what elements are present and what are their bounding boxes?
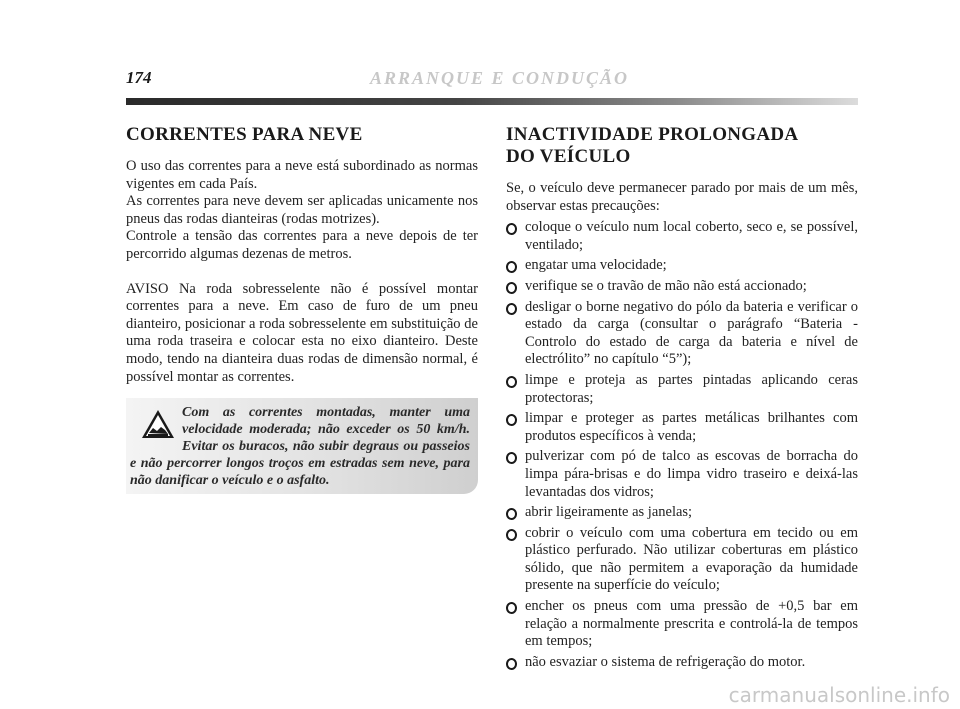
bullet-icon xyxy=(506,452,517,464)
title-line: INACTIVIDADE PROLONGADA xyxy=(506,124,799,145)
list-item: encher os pneus com uma pressão de +0,5 bar em relação a normalmente prescrita e controlá-la de tempos em tempos; xyxy=(506,598,858,651)
left-column xyxy=(126,124,478,386)
intro-paragraph: Se, o veículo deve permanecer parado por mais de um mês, observar estas precauções: xyxy=(506,180,858,214)
paragraph: Controle a tensão das correntes para a neve depois de ter percorrido algumas dezenas de metros. xyxy=(126,228,478,262)
notice-paragraph: AVISO Na roda sobresselente não é possível montar correntes para a neve. Em caso de furo de um pneu dianteiro, posicionar a roda sobresselente em substituição de uma roda traseira e colocar esta no eixo dianteiro. Deste modo, tendo na dianteira duas rodas de dimensão normal, é possível montar as correntes. xyxy=(126,280,478,385)
title-line: DO VEÍCULO xyxy=(506,146,631,167)
list-item: verifique se o travão de mão não está accionado; xyxy=(506,278,858,296)
bullet-icon xyxy=(506,376,517,388)
bullet-icon xyxy=(506,508,517,520)
paragraph: As correntes para neve devem ser aplicadas unicamente nos pneus das rodas dianteiras (rodas motrizes). xyxy=(126,193,478,227)
bullet-icon xyxy=(506,602,517,614)
section-title-snow-chains: CORRENTES PARA NEVE xyxy=(126,124,363,145)
warning-text: Com as correntes montadas, manter uma velocidade moderada; não exceder os 50 km/h. Evitar os buracos, não subir degraus ou passeios e não percorrer longos troços em estradas sem neve, para não danificar o veículo e o asfalto. xyxy=(130,405,470,488)
bullet-icon xyxy=(506,303,517,315)
list-item: não esvaziar o sistema de refrigeração do motor. xyxy=(506,654,858,672)
list-item: desligar o borne negativo do pólo da bateria e verificar o estado da carga (consultar o parágrafo “Bateria - Controlo do estado de carga da bateria e nível de electrólito” no capítulo “5”); xyxy=(506,299,858,369)
list-item: pulverizar com pó de talco as escovas de borracha do limpa pára-brisas e do limpa vidro traseiro e deixá-las levantadas dos vidros; xyxy=(506,448,858,501)
list-item: limpe e proteja as partes pintadas aplicando ceras protectoras; xyxy=(506,372,858,407)
bullet-icon xyxy=(506,658,517,670)
right-column xyxy=(506,124,858,674)
bullet-icon xyxy=(506,414,517,426)
bullet-icon xyxy=(506,529,517,541)
warning-box xyxy=(126,398,478,494)
precautions-list xyxy=(506,219,858,671)
paragraph: O uso das correntes para a neve está subordinado as normas vigentes em cada País. xyxy=(126,158,478,192)
list-item: cobrir o veículo com uma cobertura em tecido ou em plástico perfurado. Não utilizar coberturas em plástico sólido, que não permitem a evaporação da humidade presente na superfície do veículo; xyxy=(506,525,858,595)
list-item: engatar uma velocidade; xyxy=(506,257,858,275)
running-title: ARRANQUE E CONDUÇÃO xyxy=(370,68,630,88)
bullet-icon xyxy=(506,261,517,273)
bullet-icon xyxy=(506,282,517,294)
section-title-prolonged-inactivity xyxy=(506,124,858,168)
bullet-icon xyxy=(506,223,517,235)
list-item: abrir ligeiramente as janelas; xyxy=(506,504,858,522)
watermark: carmanualsonline.info xyxy=(728,683,950,707)
header-rule xyxy=(126,98,858,105)
list-item: limpar e proteger as partes metálicas brilhantes com produtos específicos à venda; xyxy=(506,410,858,445)
list-item: coloque o veículo num local coberto, seco e, se possível, ventilado; xyxy=(506,219,858,254)
page-number: 174 xyxy=(126,68,152,87)
